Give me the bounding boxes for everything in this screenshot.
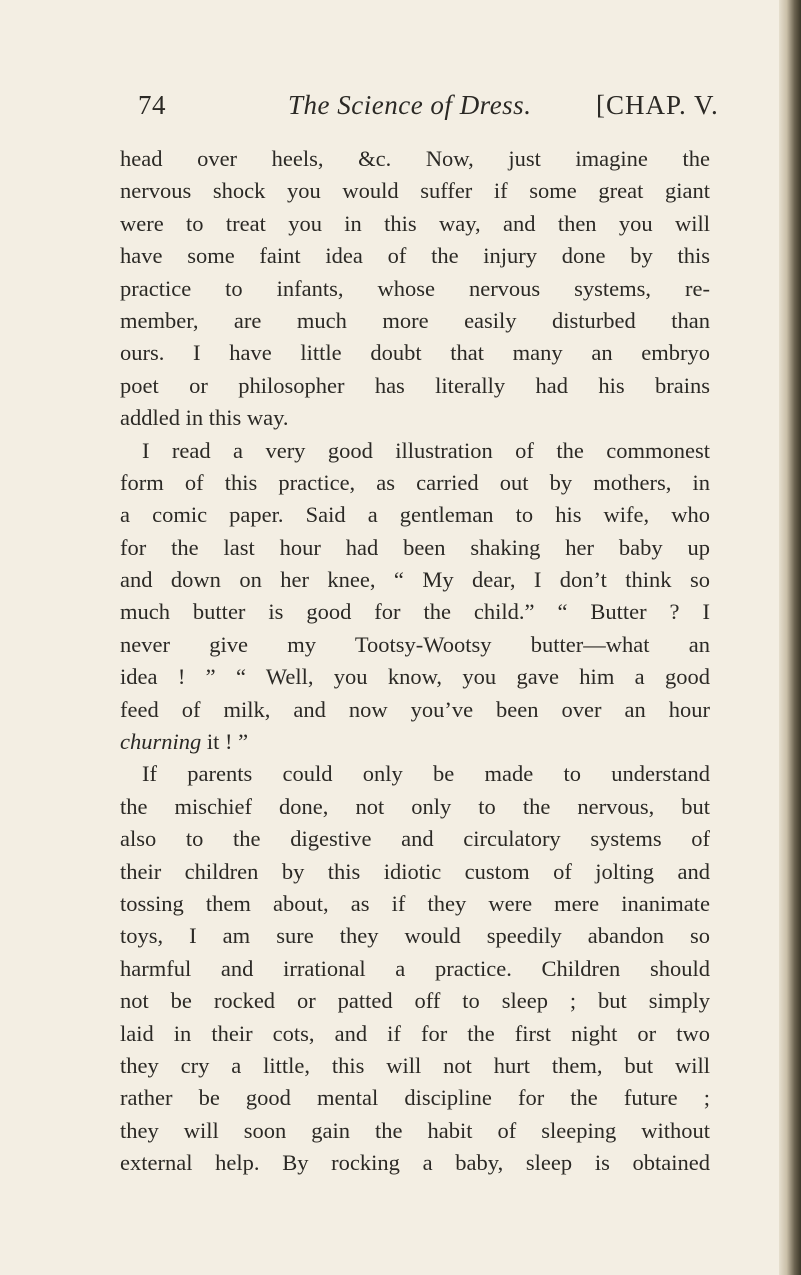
page-edge-shadow <box>779 0 801 1275</box>
text-line: I read a very good illustration of the commonest <box>142 437 710 463</box>
text-line: practice to infants, whose nervous systems, re- <box>120 275 710 301</box>
text-line: tossing them about, as if they were mere inanimate <box>120 890 710 916</box>
text-line: toys, I am sure they would speedily abandon so <box>120 923 710 949</box>
text-line: idea ! ” “ Well, you know, you gave him a good <box>120 664 710 690</box>
text-line: a comic paper. Said a gentleman to his wife, who <box>120 502 710 528</box>
text-line: much butter is good for the child.” “ Butter ? I <box>120 599 710 625</box>
text-line: head over heels, &c. Now, just imagine the <box>120 146 710 171</box>
text-line: their children by this idiotic custom of jolting and <box>120 858 710 884</box>
text-line: external help. By rocking a baby, sleep is obtained <box>120 1150 710 1176</box>
text-line: were to treat you in this way, and then you will <box>120 210 710 236</box>
text-line: the mischief done, not only to the nervous, but <box>120 793 710 819</box>
body-text <box>120 143 710 1180</box>
page-number: 74 <box>138 90 166 120</box>
text-line: harmful and irrational a practice. Children should <box>120 955 710 981</box>
text-line: addled in this way. <box>120 405 289 431</box>
text-line: and down on her knee, “ My dear, I don’t think so <box>120 567 710 593</box>
text-line: have some faint idea of the injury done by this <box>120 243 710 269</box>
text-line: for the last hour had been shaking her baby up <box>120 534 710 560</box>
text-line: ours. I have little doubt that many an embryo <box>120 340 710 366</box>
text-line: feed of milk, and now you’ve been over an hour <box>120 696 710 722</box>
running-title: The Science of Dress. <box>288 90 532 120</box>
text-line: If parents could only be made to understand <box>142 761 710 787</box>
text-line: never give my Tootsy-Wootsy butter—what an <box>120 631 710 657</box>
text-line: laid in their cots, and if for the first night or two <box>120 1020 710 1046</box>
line-tail: it ! ” <box>201 729 249 755</box>
text-line: they cry a little, this will not hurt them, but will <box>120 1052 710 1078</box>
italic-word: churning <box>120 729 202 755</box>
text-line: member, are much more easily disturbed than <box>120 307 710 333</box>
text-line <box>120 726 710 758</box>
text-line: poet or philosopher has literally had his brains <box>120 372 710 398</box>
text-line: nervous shock you would suffer if some great giant <box>120 178 710 204</box>
text-line: they will soon gain the habit of sleeping without <box>120 1117 710 1143</box>
text-line: not be rocked or patted off to sleep ; but simply <box>120 988 710 1014</box>
text-line: rather be good mental discipline for the future ; <box>120 1085 710 1111</box>
chapter-reference: [CHAP. V. <box>596 90 719 120</box>
text-line: form of this practice, as carried out by mothers, in <box>120 469 710 495</box>
text-line: also to the digestive and circulatory systems of <box>120 826 710 852</box>
page-header <box>138 90 748 130</box>
